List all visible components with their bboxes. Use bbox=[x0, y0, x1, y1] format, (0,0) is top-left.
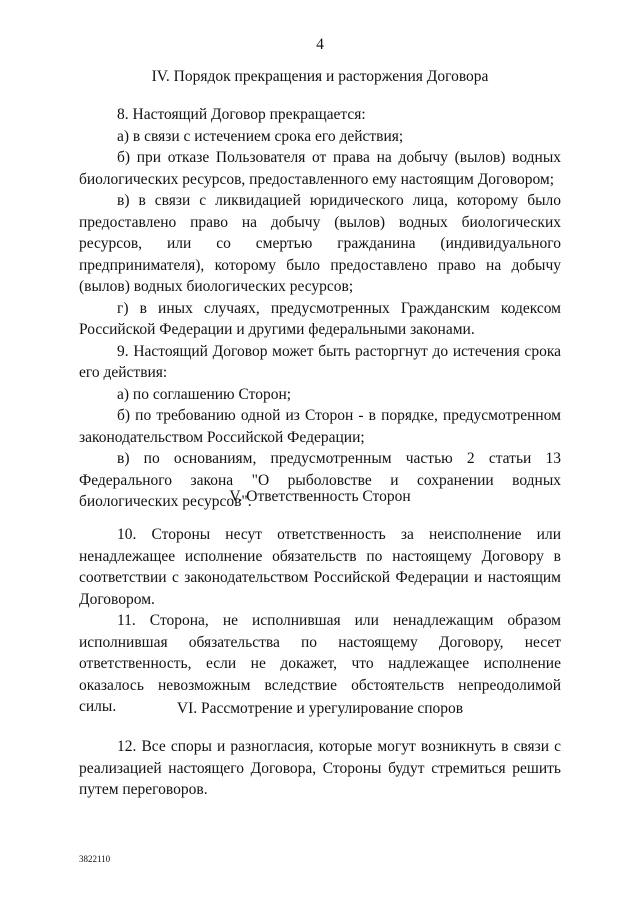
paragraph: б) по требованию одной из Сторон - в порядке, предусмотренном законодательством Российской Федерации; bbox=[79, 407, 561, 446]
section-6-heading: VI. Рассмотрение и урегулирование споров bbox=[176, 700, 464, 717]
section-4-body bbox=[79, 104, 561, 513]
paragraph: б) при отказе Пользователя от права на добычу (вылов) водных биологических ресурсов, предоставленного ему настоящим Договором; bbox=[79, 149, 561, 188]
section-6-body bbox=[79, 736, 561, 801]
document-code: 3822110 bbox=[79, 854, 111, 864]
section-5-heading: V. Ответственность Сторон bbox=[229, 488, 411, 505]
paragraph: 8. Настоящий Договор прекращается: bbox=[117, 106, 366, 123]
page-number: 4 bbox=[316, 36, 324, 53]
paragraph: а) в связи с истечением срока его действия; bbox=[117, 127, 404, 145]
paragraph: 12. Все споры и разногласия, которые могут возникнуть в связи с реализацией настоящего Договора, Стороны будут стремиться решить путем переговоров. bbox=[79, 738, 561, 798]
paragraph: 9. Настоящий Договор может быть расторгнут до истечения срока его действия: bbox=[79, 342, 561, 381]
paragraph: 11. Сторона, не исполнившая или ненадлежащим образом исполнившая обязательства по настоящему Договору, несет ответственность, если не докажет, что надлежащее исполнение оказалось невозможным вследствие обстоятельств непреодолимой силы. bbox=[79, 612, 561, 715]
section-4-heading: IV. Порядок прекращения и расторжения Договора bbox=[151, 68, 489, 85]
paragraph: г) в иных случаях, предусмотренных Гражданским кодексом Российской Федерации и другими федеральными законами. bbox=[79, 299, 561, 338]
section-5-body bbox=[79, 524, 561, 718]
paragraph: а) по соглашению Сторон; bbox=[117, 385, 292, 403]
paragraph: в) в связи с ликвидацией юридического лица, которому было предоставлено право на добычу (вылов) водных биологических ресурсов, или со смертью гражданина (индивидуального предпринимателя), которому было предоставлено право на добычу (вылов) водных биологических ресурсов; bbox=[79, 192, 561, 295]
paragraph: 10. Стороны несут ответственность за неисполнение или ненадлежащее исполнение обязательств по настоящему Договору в соответствии с законодательством Российской Федерации и настоящим Договором. bbox=[79, 526, 561, 608]
paragraph: в) по основаниям, предусмотренным частью 2 статьи 13 Федерального закона "О рыболовстве и сохранении водных биологических ресурсов". bbox=[79, 450, 561, 510]
